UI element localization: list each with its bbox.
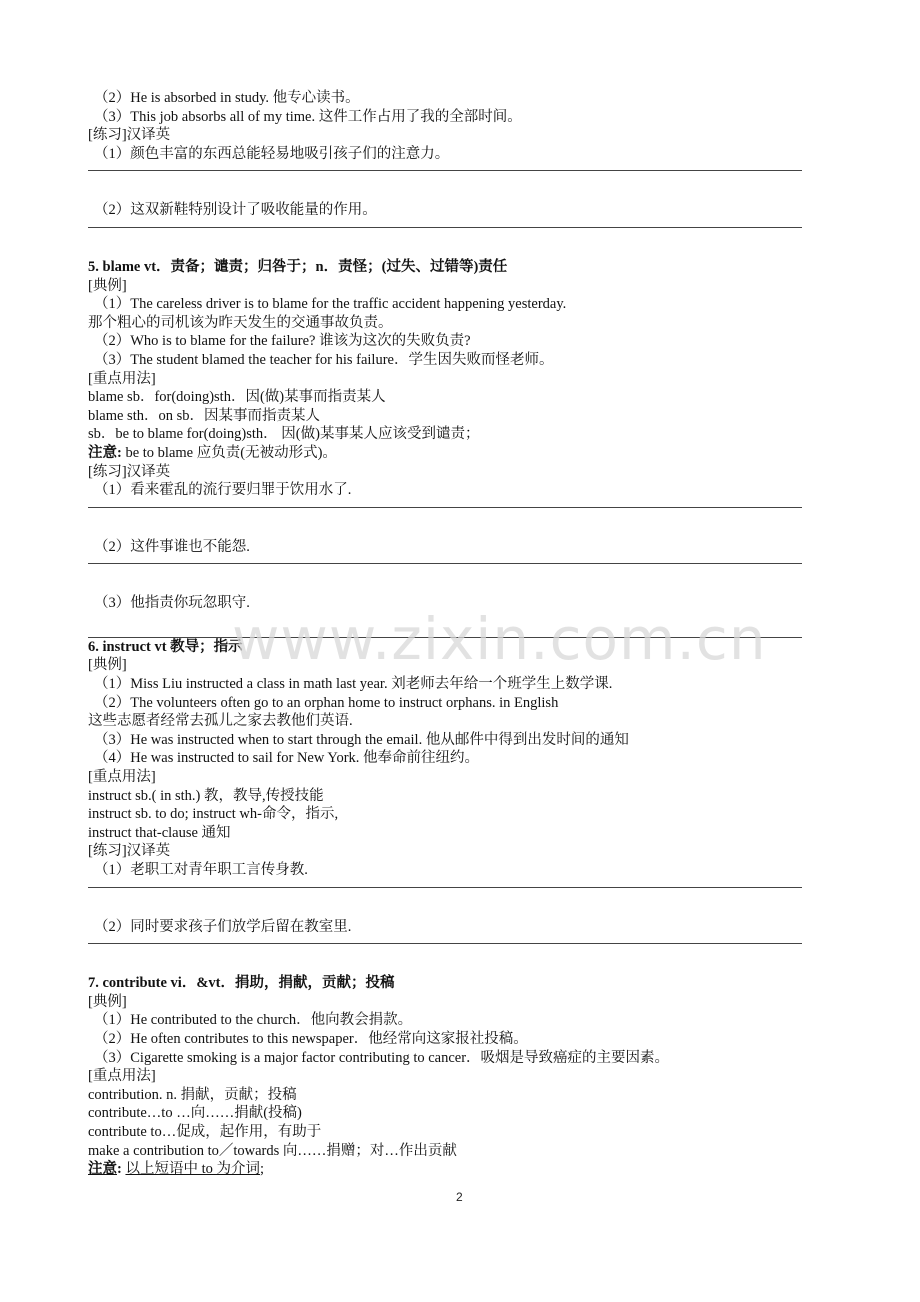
example-label: [典例]: [88, 993, 127, 1010]
practice-label: [练习]汉译英: [88, 843, 171, 860]
example-translation: 这些志愿者经常去孤儿之家去教他们英语.: [88, 713, 353, 730]
example-line: （2）He is absorbed in study. 他专心读书。: [94, 90, 360, 106]
example-line: （2）Who is to blame for the failure? 谁该为这次的失败负责?: [94, 333, 471, 350]
practice-label: [练习]汉译英: [88, 463, 171, 480]
usage-item: instruct sb.( in sth.) 教，教导,传授技能: [88, 787, 324, 804]
usage-item: make a contribution to／towards 向……捐赠；对…作出贡献: [88, 1142, 457, 1159]
practice-label: [练习]汉译英: [88, 127, 171, 144]
example-line: （3）Cigarette smoking is a major factor contributing to cancer．吸烟是导致癌症的主要因素。: [94, 1049, 670, 1066]
example-label: [典例]: [88, 657, 127, 674]
usage-label: [重点用法]: [88, 1068, 156, 1085]
note-line: [88, 444, 802, 463]
usage-item: contribution. n. 捐献，贡献；投稿: [88, 1086, 297, 1103]
example-line: （2）He often contributes to this newspaper．他经常向这家报社投稿。: [94, 1030, 528, 1047]
practice-item: （2）同时要求孩子们放学后留在教室里.: [94, 918, 352, 935]
practice-item: （1）颜色丰富的东西总能轻易地吸引孩子们的注意力。: [94, 145, 450, 162]
note-end: ;: [260, 1161, 265, 1178]
usage-item: sb．be to blame for(doing)sth． 因(做)某事某人应该受到谴责；: [88, 426, 480, 443]
example-line: （3）He was instructed when to start through the email. 他从邮件中得到出发时间的通知: [94, 731, 629, 748]
usage-label: [重点用法]: [88, 370, 156, 387]
example-line: （3）The student blamed the teacher for his failure．学生因失败而怪老师。: [94, 351, 554, 368]
practice-item: （2）这件事谁也不能怨.: [94, 538, 250, 555]
watermark: www.zixin.com.cn: [232, 605, 767, 673]
section-heading-blame: 5. blame vt．责备；谴责；归咎于；n．责怪；(过失、过错等)责任: [88, 258, 508, 275]
note-text: be to blame 应负责(无被动形式)。: [121, 444, 337, 461]
example-line: （1）He contributed to the church．他向教会捐款。: [94, 1012, 413, 1029]
usage-item: instruct that-clause 通知: [88, 824, 231, 841]
practice-item: （1）老职工对青年职工言传身教.: [94, 862, 308, 878]
practice-item: （3）他指责你玩忽职守.: [94, 595, 250, 612]
note-label: 注意: [88, 1161, 117, 1178]
example-translation: 那个粗心的司机该为昨天发生的交通事故负责。: [88, 314, 393, 331]
example-line: （3）This job absorbs all of my time. 这件工作占用了我的全部时间。: [94, 108, 522, 125]
usage-item: instruct sb. to do; instruct wh-命令，指示,: [88, 806, 339, 823]
usage-item: blame sb．for(doing)sth．因(做)某事而指责某人: [88, 389, 386, 406]
example-line: （1）Miss Liu instructed a class in math last year. 刘老师去年给一个班学生上数学课.: [94, 676, 613, 693]
example-line: （1）The careless driver is to blame for the traffic accident happening yesterday.: [94, 296, 567, 313]
page-number: 2: [456, 1190, 463, 1204]
example-label: [典例]: [88, 277, 127, 294]
usage-label: [重点用法]: [88, 769, 156, 786]
practice-item: （1）看来霍乱的流行要归罪于饮用水了.: [94, 482, 352, 499]
section-heading-contribute: 7. contribute vi．&vt．捐助，捐献，贡献；投稿: [88, 975, 395, 992]
section-heading-instruct: 6. instruct vt 教导；指示: [88, 638, 243, 655]
practice-item: （2）这双新鞋特别设计了吸收能量的作用。: [94, 202, 377, 219]
note-line: [88, 1160, 802, 1179]
note-label: 注意:: [88, 444, 122, 461]
example-line: （2）The volunteers often go to an orphan home to instruct orphans. in English: [94, 694, 559, 711]
usage-item: contribute to…促成，起作用，有助于: [88, 1123, 322, 1140]
note-text: 以上短语中 to 为介词: [125, 1161, 260, 1178]
usage-item: contribute…to …向……捐献(投稿): [88, 1105, 302, 1122]
example-line: （4）He was instructed to sail for New York. 他奉命前往纽约。: [94, 750, 480, 767]
usage-item: blame sth．on sb．因某事而指责某人: [88, 407, 320, 424]
note-colon: :: [117, 1161, 126, 1178]
